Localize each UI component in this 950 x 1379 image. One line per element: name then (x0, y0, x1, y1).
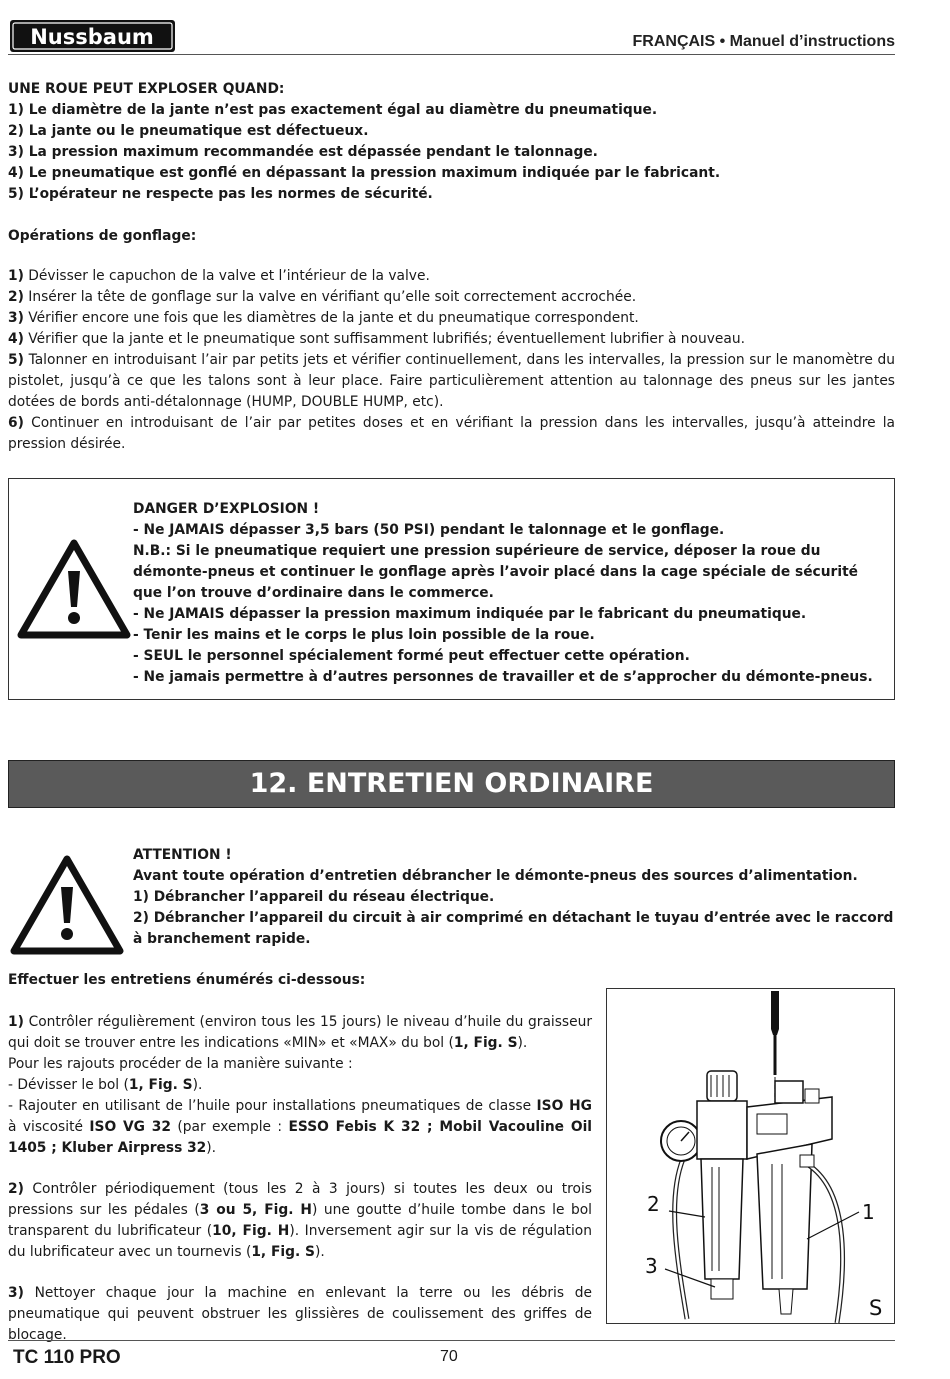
nussbaum-logo (10, 20, 175, 52)
maintenance-heading: Effectuer les entretiens énumérés ci-dessous: (8, 972, 366, 988)
warning-triangle-icon (8, 853, 126, 957)
danger-box (8, 478, 895, 700)
attention-text (133, 845, 895, 950)
explode-heading: UNE ROUE PEUT EXPLOSER QUAND: (8, 81, 285, 97)
figure-s (606, 988, 895, 1324)
attention-line: ATTENTION ! (133, 847, 232, 863)
inflation-step-4: 4) Vérifier que la jante et le pneumatique sont suffisamment lubrifiés; éventuellement lubrifier à nouveau. (8, 331, 745, 347)
danger-line: - Ne JAMAIS dépasser 3,5 bars (50 PSI) pendant le talonnage et le gonflage. (133, 522, 725, 538)
figure-label-1: 1 (862, 1200, 875, 1224)
attention-line: 1) Débrancher l’appareil du réseau électrique. (133, 889, 495, 905)
explode-block (8, 79, 895, 205)
explode-item-1: 1) Le diamètre de la jante n’est pas exactement égal au diamètre du pneumatique. (8, 102, 658, 118)
inflation-step-2: 2) Insérer la tête de gonflage sur la valve en vérifiant qu’elle soit correctement accrochée. (8, 289, 637, 305)
attention-line: 2) Débrancher l’appareil du circuit à air comprimé en détachant le tuyau d’entrée avec le raccord à branchement rapide. (133, 910, 894, 947)
danger-line: - Tenir les mains et le corps le plus loin possible de la roue. (133, 627, 595, 643)
filter-lubricator-illustration (607, 989, 896, 1325)
footer-divider (8, 1340, 895, 1341)
header-divider (8, 54, 895, 55)
danger-line: - Ne jamais permettre à d’autres personnes de travailler et de s’approcher du démonte-pneus. (133, 669, 873, 685)
explode-item-5: 5) L’opérateur ne respecte pas les normes de sécurité. (8, 186, 433, 202)
danger-text (133, 499, 883, 688)
page-number: 70 (440, 1348, 458, 1365)
explode-item-2: 2) La jante ou le pneumatique est défectueux. (8, 123, 369, 139)
warning-triangle-icon (15, 537, 133, 641)
header-title: FRANÇAIS • Manuel d’instructions (632, 33, 895, 50)
danger-line: N.B.: Si le pneumatique requiert une pression supérieure de service, déposer la roue du démonte-pneus et continuer le gonflage après l’avoir placé dans la cage spéciale de sécurité que l’on trouve d’ordinaire dans le commerce. (133, 543, 859, 601)
inflation-step-3: 3) Vérifier encore une fois que les diamètres de la jante et du pneumatique correspondent. (8, 310, 639, 326)
explode-item-3: 3) La pression maximum recommandée est dépassée pendant le talonnage. (8, 144, 598, 160)
figure-caption: S (869, 1296, 883, 1320)
danger-line: - SEUL le personnel spécialement formé peut effectuer cette opération. (133, 648, 690, 664)
figure-label-3: 3 (645, 1254, 658, 1278)
maintenance-item-2: 2) Contrôler périodiquement (tous les 2 à 3 jours) si toutes les deux ou trois pressions sur les pédales (3 ou 5, Fig. H) une goutte d’huile tombe dans le bol transparent du lubrificateur (10, Fig. H). Inversement agir sur la vis de régulation du lubrificateur avec un tournevis (1, Fig. S). (8, 1181, 592, 1260)
svg-text:Nussbaum: Nussbaum (30, 25, 154, 49)
maintenance-item-1: 1) Contrôler régulièrement (environ tous les 15 jours) le niveau d’huile du graisseur qui doit se trouver entre les indications «MIN» et «MAX» du bol (1, Fig. S). Pour les rajouts procéder de la manière suivante : - Dévisser le bol (1, Fig. S). - Rajouter en utilisant de l’huile pour installations pneumatiques de classe ISO HG à viscosité ISO VG 32 (par exemple : ESSO Febis K 32 ; Mobil Vacouline Oil 1405 ; Kluber Airpress 32). (8, 1014, 593, 1156)
explode-item-4: 4) Le pneumatique est gonflé en dépassant la pression maximum indiquée par le fabricant. (8, 165, 721, 181)
inflation-step-1: 1) Dévisser le capuchon de la valve et l’intérieur de la valve. (8, 268, 430, 284)
section-title: 12. ENTRETIEN ORDINAIRE (8, 760, 895, 808)
inflation-step-6: 6) Continuer en introduisant de l’air par petites doses et en vérifiant la pression dans les intervalles, jusqu’à atteindre la pression désirée. (8, 415, 895, 452)
inflation-step-5: 5) Talonner en introduisant l’air par petits jets et vérifier continuellement, dans les intervalles, la pression sur le manomètre du pistolet, jusqu’à ce que les talons sont à leur place. Faire particulièrement attention au talonnage des pneus sur les jantes dotées de bords anti-détalonnage (HUMP, DOUBLE HUMP, etc). (8, 352, 895, 410)
figure-label-2: 2 (647, 1192, 660, 1216)
danger-line: - Ne JAMAIS dépasser la pression maximum indiquée par le fabricant du pneumatique. (133, 606, 807, 622)
attention-line: Avant toute opération d’entretien débrancher le démonte-pneus des sources d’alimentation. (133, 868, 858, 884)
footer-model: TC 110 PRO (13, 1347, 121, 1368)
inflation-steps (8, 266, 895, 455)
inflation-heading: Opérations de gonflage: (8, 228, 197, 244)
maintenance-item-3: 3) Nettoyer chaque jour la machine en enlevant la terre ou les débris de pneumatique qui peuvent obstruer les glissières de coulissement des griffes de blocage. (8, 1285, 592, 1343)
danger-line: DANGER D’EXPLOSION ! (133, 501, 320, 517)
